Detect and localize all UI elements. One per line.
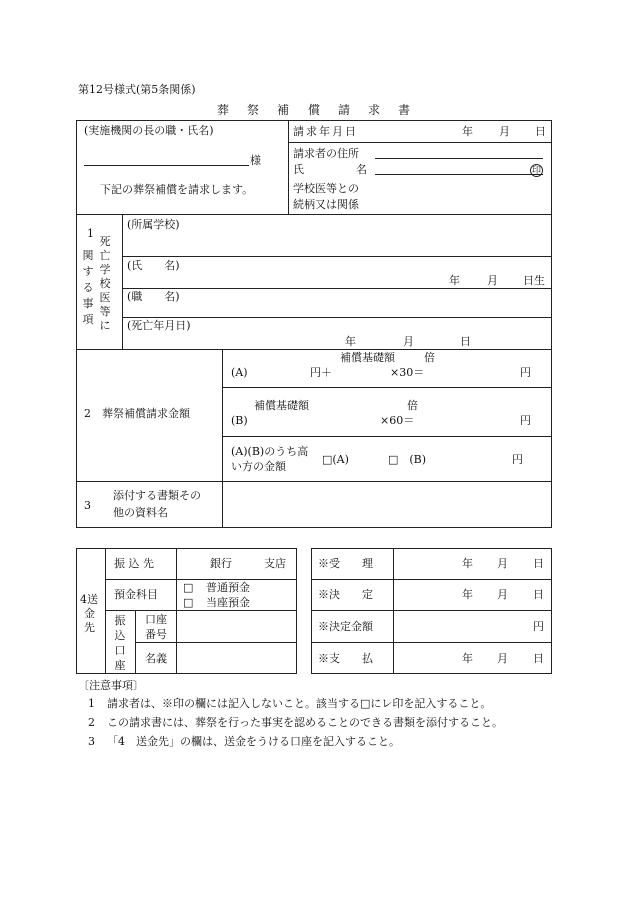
name-line[interactable] [375, 174, 543, 175]
death-date-label: (死亡年月日) [127, 319, 191, 332]
seal-mark: 印 [531, 166, 541, 176]
section2-label: 2 葬祭補償請求金額 [84, 407, 190, 420]
current-checkbox[interactable]: □ [183, 596, 194, 609]
deceased-name-label: (氏 名) [127, 259, 180, 272]
agency-label: (実施機関の長の職・氏名) [84, 124, 214, 137]
check-b[interactable]: □ (B) [388, 453, 427, 466]
section1-number: 1 [87, 227, 94, 240]
birth-suffix: 日生 [523, 274, 545, 287]
honorific: 様 [250, 154, 261, 167]
relation-label: 学校医等との [293, 182, 359, 195]
notes-heading: 〔注意事項〕 [78, 679, 144, 692]
section3-label: 添付する書類その [113, 489, 201, 502]
position-label: (職 名) [127, 290, 180, 303]
check-a[interactable]: □(A) [322, 453, 349, 466]
school-label: (所属学校) [127, 218, 180, 231]
request-date-label: 請求年月日 [293, 125, 358, 138]
request-statement: 下記の葬祭補償を請求します。 [100, 183, 254, 196]
ordinary-checkbox[interactable]: □ [183, 581, 194, 594]
section3-number: 3 [84, 499, 91, 512]
address-label: 請求者の住所 [293, 147, 359, 160]
address-line[interactable] [375, 158, 543, 159]
agency-name-line[interactable] [84, 165, 249, 166]
form-number: 第12号様式(第5条関係) [78, 83, 196, 96]
